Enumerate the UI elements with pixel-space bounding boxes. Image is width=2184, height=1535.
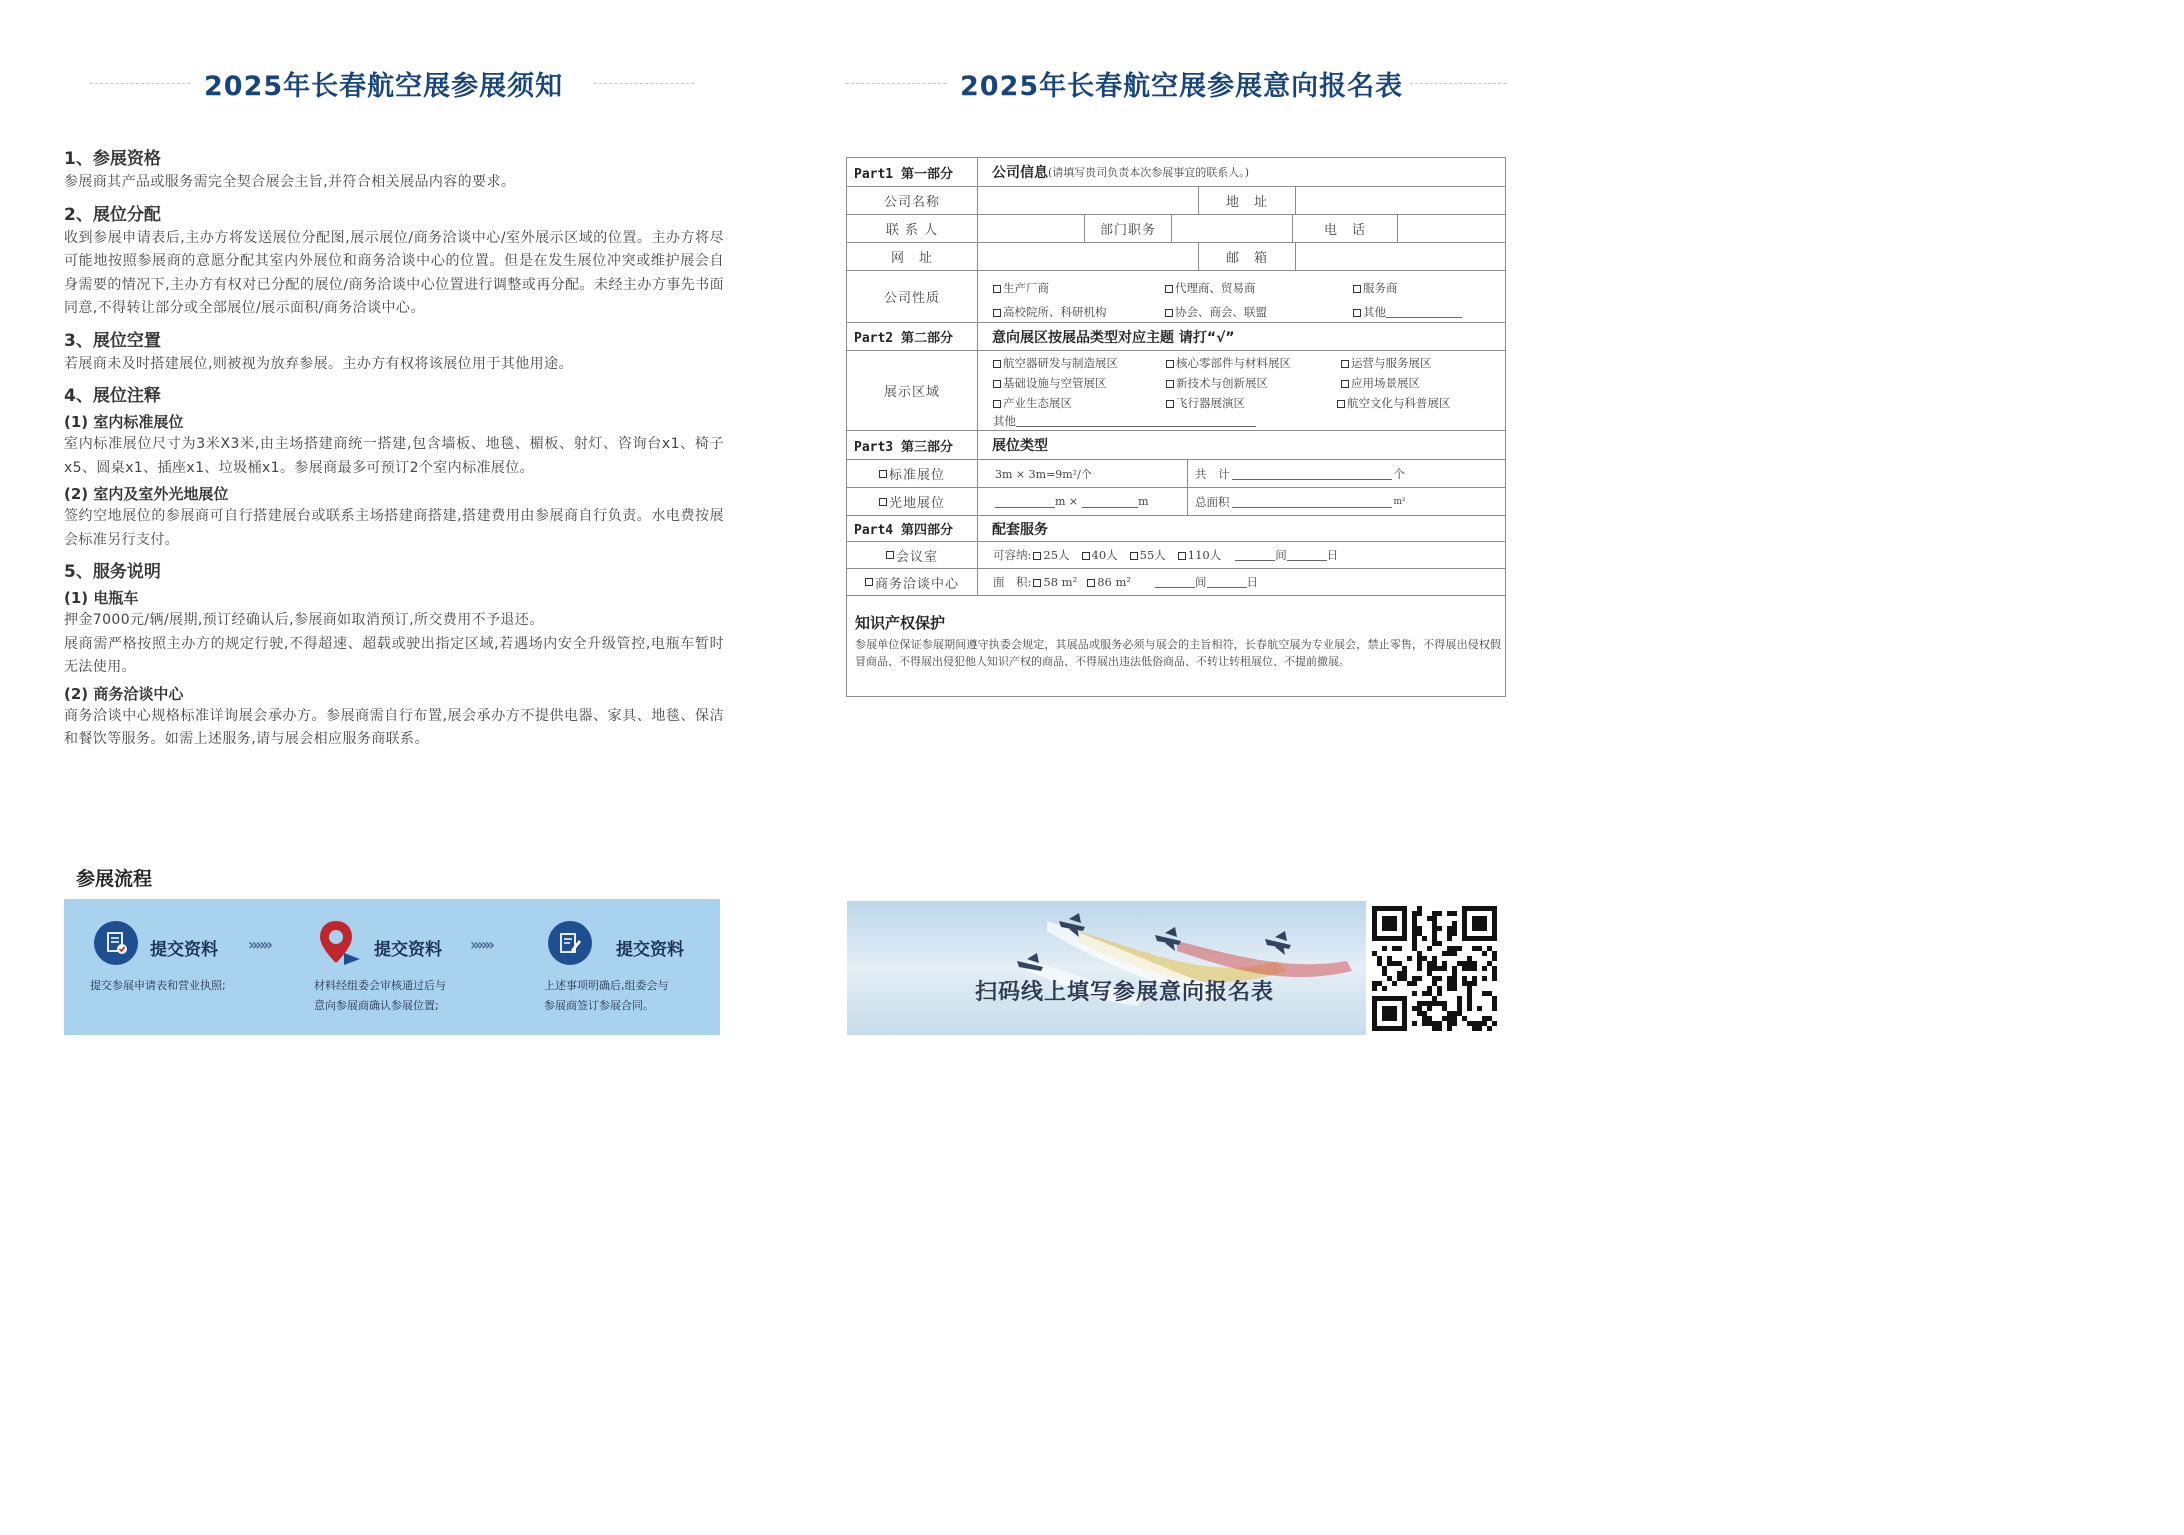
part-label: Part1 第一部分 — [854, 166, 953, 182]
section-text: 签约空地展位的参展商可自行搭建展台或联系主场搭建商搭建,搭建费用由参展商自行负责。水电费按展会标准另行支付。 — [64, 508, 724, 548]
day-count-blank[interactable] — [1287, 549, 1327, 561]
meeting-room-options — [993, 542, 1503, 568]
checkbox-label: 核心零部件与材料展区 — [1176, 356, 1291, 370]
checkbox-center-size[interactable] — [1033, 575, 1077, 589]
raw-unit: m × — [1055, 495, 1079, 508]
section-text: 室内标准展位尺寸为3米X3米,由主场搭建商统一搭建,包含墙板、地毯、楣板、射灯、咨询台x1、椅子x5、圆桌x1、插座x1、垃圾桶x1。参展商最多可预订2个室内标准展位。 — [64, 436, 724, 476]
checkbox-company-type[interactable] — [1353, 304, 1462, 320]
grid-line — [1187, 488, 1188, 515]
checkbox-label: 运营与服务展区 — [1351, 356, 1432, 370]
website-input[interactable] — [978, 243, 1198, 270]
checkbox-capacity[interactable] — [1033, 547, 1069, 563]
checkbox-label: 40人 — [1091, 548, 1118, 562]
total-area — [1195, 488, 1495, 515]
field-label-company-type: 公司性质 — [883, 291, 940, 306]
flow-step-desc — [314, 976, 446, 1016]
checkbox-label: 协会、商会、联盟 — [1175, 305, 1267, 319]
field-label-contact: 联 系 人 — [885, 223, 939, 238]
checkbox-label: 25人 — [1043, 548, 1070, 562]
zone-other — [993, 413, 1256, 429]
checkbox-zone[interactable] — [1341, 355, 1432, 371]
checkbox-label: 高校院所、科研机构 — [1003, 305, 1107, 319]
flow-arrow: »»» — [248, 935, 271, 954]
checkbox-company-type[interactable] — [993, 304, 1107, 320]
flow-step-name: 提交资料 — [374, 940, 442, 960]
checkbox-zone[interactable] — [1166, 395, 1245, 411]
raw-width-blank[interactable] — [1082, 496, 1138, 508]
registration-form — [846, 157, 1506, 697]
section-heading: 4、展位注释 — [64, 386, 161, 406]
section-text: 展商需严格按照主办方的规定行驶,不得超速、超载或驶出指定区域,若遇场内安全升级管控,电瓶车暂时无法使用。 — [64, 635, 724, 675]
title-divider-left — [846, 83, 946, 84]
flow-arrow: »»» — [470, 935, 493, 954]
form-row-website — [847, 243, 1505, 271]
checkbox-company-type[interactable] — [1353, 280, 1398, 296]
raw-dimensions — [995, 488, 1185, 515]
checkbox-zone[interactable] — [993, 375, 1107, 391]
form-row-raw-booth — [847, 488, 1505, 516]
address-input[interactable] — [1296, 187, 1507, 214]
email-input[interactable] — [1296, 243, 1507, 270]
contact-input[interactable] — [978, 215, 1084, 242]
subsection-heading: (2) 商务洽谈中心 — [64, 684, 184, 703]
checkbox-label: 代理商、贸易商 — [1175, 281, 1256, 295]
part-title-text: 公司信息 — [992, 165, 1048, 181]
flow-step-desc-line: 参展商签订参展合同。 — [544, 999, 654, 1012]
form-part3-header — [847, 431, 1505, 460]
part-title-note: (请填写贵司负责本次参展事宜的联系人。) — [1048, 166, 1250, 179]
subsection-heading: (1) 室内标准展位 — [64, 413, 184, 431]
checkbox-business-center[interactable] — [847, 569, 977, 595]
checkbox-company-type[interactable] — [1165, 280, 1256, 296]
flow-step-desc-line: 意向参展商确认参展位置; — [314, 999, 439, 1012]
checkbox-label: 服务商 — [1363, 281, 1398, 295]
field-label-website: 网 址 — [890, 251, 933, 266]
flow-step-desc-line: 材料经组委会审核通过后与 — [314, 979, 446, 992]
flow-step — [288, 899, 508, 1035]
part-title: 展位类型 — [992, 438, 1048, 454]
area-label: 总面积 — [1195, 494, 1230, 509]
checkbox-zone[interactable] — [1166, 355, 1291, 371]
checkbox-zone[interactable] — [1337, 395, 1451, 411]
checkbox-label: 会议室 — [895, 549, 938, 565]
flow-step-name: 提交资料 — [616, 940, 684, 960]
field-label-department: 部门职务 — [1099, 223, 1156, 238]
subsection-heading: (1) 电瓶车 — [64, 589, 139, 607]
room-unit: 间 — [1195, 575, 1207, 589]
checkbox-label: 其他 — [1363, 305, 1386, 319]
total-unit: 个 — [1393, 466, 1405, 481]
section-heading: 1、参展资格 — [64, 149, 161, 169]
jets-illustration — [847, 901, 1366, 1035]
checkbox-label: 55人 — [1139, 548, 1166, 562]
notice-body — [64, 148, 724, 752]
form-row-meeting-room — [847, 542, 1505, 569]
ip-title: 知识产权保护 — [855, 614, 946, 632]
checkbox-label: 航空器研发与制造展区 — [1003, 356, 1118, 370]
grid-line — [977, 351, 978, 430]
grid-line — [977, 460, 978, 487]
zone-other-blank[interactable] — [1016, 415, 1256, 427]
flow-step-desc-line: 上述事项明确后,组委会与 — [544, 979, 669, 992]
grid-line — [1187, 460, 1188, 487]
grid-line — [977, 542, 978, 568]
document-check-icon — [94, 921, 138, 965]
checkbox-company-type[interactable] — [993, 280, 1049, 296]
field-label-phone: 电 话 — [1323, 223, 1366, 238]
total-count — [1195, 460, 1495, 487]
zone-other-label: 其他 — [993, 414, 1016, 428]
checkbox-label: 标准展位 — [888, 468, 945, 483]
checkbox-label: 86 m² — [1097, 575, 1131, 589]
field-label-company-name: 公司名称 — [883, 195, 940, 210]
form-row-standard-booth — [847, 460, 1505, 488]
company-name-input[interactable] — [978, 187, 1198, 214]
part-title — [978, 158, 1507, 186]
checkbox-label: 58 m² — [1043, 575, 1078, 589]
title-divider-right — [1410, 83, 1506, 84]
day-unit: 日 — [1326, 548, 1339, 562]
checkbox-label: 生产厂商 — [1003, 281, 1049, 295]
field-label-zones: 展示区域 — [883, 385, 940, 400]
section-text: 若展商未及时搭建展位,则被视为放弃参展。主办方有权将该展位用于其他用途。 — [64, 355, 573, 372]
day-count-blank[interactable] — [1207, 576, 1247, 588]
grid-line — [977, 569, 978, 595]
raw-length-blank[interactable] — [995, 496, 1055, 508]
capacity-label: 可容纳: — [993, 548, 1032, 562]
checkbox-capacity[interactable] — [1178, 547, 1221, 563]
document-edit-icon — [548, 921, 592, 965]
field-label-address: 地 址 — [1225, 195, 1268, 210]
checkbox-label: 飞行器展演区 — [1176, 396, 1245, 410]
flow-step-desc-line: 提交参展申请表和营业执照; — [90, 979, 226, 992]
part-title: 配套服务 — [992, 521, 1048, 538]
checkbox-zone[interactable] — [1341, 375, 1420, 391]
grid-line — [977, 488, 978, 515]
room-count-blank[interactable] — [1235, 549, 1275, 561]
part-label: Part2 第二部分 — [854, 331, 953, 346]
checkbox-company-type[interactable] — [1165, 304, 1267, 320]
form-row-company-type — [847, 271, 1505, 323]
checkbox-zone[interactable] — [1166, 375, 1268, 391]
section-text: 参展商其产品或服务需完全契合展会主旨,并符合相关展品内容的要求。 — [64, 174, 516, 190]
form-row-business-center — [847, 569, 1505, 596]
checkbox-zone[interactable] — [993, 395, 1072, 411]
form-part1-header — [847, 158, 1505, 187]
section-heading: 3、展位空置 — [64, 330, 161, 351]
flow-step — [518, 899, 718, 1035]
checkbox-label: 航空文化与科普展区 — [1347, 396, 1451, 410]
checkbox-raw-booth[interactable] — [847, 488, 977, 515]
area-unit: m² — [1393, 496, 1406, 507]
room-count-blank[interactable] — [1155, 576, 1195, 588]
form-part4-header — [847, 516, 1505, 542]
checkbox-label: 新技术与创新展区 — [1176, 376, 1268, 390]
section-text: 收到参展申请表后,主办方将发送展位分配图,展示展位/商务洽谈中心/室外展示区域的位置。主办方将尽可能地按照参展商的意愿分配其室内外展位和商务洽谈中心的位置。但是在发生展位冲突或维护展会自身需要的情况下,主办方有权对已分配的展位/商务洽谈中心位置进行调整或再分配。未经主办方事先书面同意,不得转让部分或全部展位/展示面积/商务洽谈中心。 — [64, 229, 724, 316]
business-center-options — [993, 569, 1503, 595]
location-pin-icon — [318, 919, 362, 967]
total-label: 共 计 — [1195, 466, 1230, 481]
page-title-notice: 2025年长春航空展参展须知 — [204, 71, 564, 102]
area-prefix: 面 积: — [993, 575, 1032, 589]
flow-step-desc — [544, 976, 669, 1016]
flow-panel — [64, 899, 720, 1035]
section-text: 商务洽谈中心规格标准详询展会承办方。参展商需自行布置,展会承办方不提供电器、家具、地毯、保洁和餐饮等服务。如需上述服务,请与展会相应服务商联系。 — [64, 707, 724, 747]
form-part2-header — [847, 323, 1505, 351]
checkbox-capacity[interactable] — [1130, 547, 1166, 563]
field-label-email: 邮 箱 — [1225, 251, 1268, 266]
checkbox-label: 产业生态展区 — [1003, 396, 1072, 410]
checkbox-label: 110人 — [1187, 548, 1222, 562]
title-divider-left — [90, 83, 190, 84]
total-blank[interactable] — [1232, 468, 1392, 480]
banner-text: 扫码线上填写参展意向报名表 — [975, 980, 1275, 1005]
qr-code[interactable] — [1372, 906, 1497, 1031]
checkbox-zone[interactable] — [993, 355, 1118, 371]
phone-input[interactable] — [1398, 215, 1507, 242]
checkbox-standard-booth[interactable] — [847, 460, 977, 487]
checkbox-center-size[interactable] — [1087, 575, 1131, 589]
section-heading: 5、服务说明 — [64, 562, 161, 582]
title-divider-right — [594, 83, 694, 84]
flow-step-name: 提交资料 — [150, 940, 218, 960]
other-blank[interactable] — [1386, 306, 1462, 318]
ip-text: 参展单位保证参展期间遵守执委会规定，其展品或服务必须与展会的主旨相符，长春航空展为专业展会，禁止零售，不得展出侵权假冒商品、不得展出侵犯他人知识产权的商品、不得展出违法低俗商品、不转让转租展位、不提前撤展。 — [855, 638, 1501, 668]
checkbox-capacity[interactable] — [1082, 547, 1118, 563]
qr-banner — [847, 901, 1366, 1035]
part-label: Part4 第四部分 — [854, 523, 953, 538]
checkbox-label: 商务洽谈中心 — [874, 576, 959, 592]
raw-unit: m — [1138, 495, 1149, 508]
form-row-contact — [847, 215, 1505, 243]
form-row-zones — [847, 351, 1505, 431]
checkbox-label: 光地展位 — [888, 496, 945, 511]
subsection-heading: (2) 室内及室外光地展位 — [64, 485, 229, 503]
checkbox-label: 应用场景展区 — [1351, 376, 1420, 390]
section-heading: 2、展位分配 — [64, 204, 161, 225]
section-text: 押金7000元/辆/展期,预订经确认后,参展商如取消预订,所交费用不予退还。 — [64, 612, 544, 628]
checkbox-label: 基础设施与空管展区 — [1003, 376, 1107, 390]
flow-step — [64, 899, 284, 1035]
room-unit: 间 — [1275, 548, 1287, 562]
checkbox-meeting-room[interactable] — [847, 542, 977, 568]
grid-line — [977, 271, 978, 322]
part-title: 意向展区按展品类型对应主题 请打“√” — [992, 329, 1235, 346]
day-unit: 日 — [1246, 575, 1258, 589]
form-row-company — [847, 187, 1505, 215]
page-title-form: 2025年长春航空展参展意向报名表 — [960, 71, 1404, 102]
flow-step-desc — [90, 976, 226, 996]
standard-booth-spec: 3m × 3m=9m²/个 — [995, 467, 1092, 481]
area-blank[interactable] — [1232, 496, 1392, 508]
part-label: Part3 第三部分 — [854, 439, 953, 455]
department-input[interactable] — [1172, 215, 1292, 242]
flow-title: 参展流程 — [76, 868, 153, 890]
